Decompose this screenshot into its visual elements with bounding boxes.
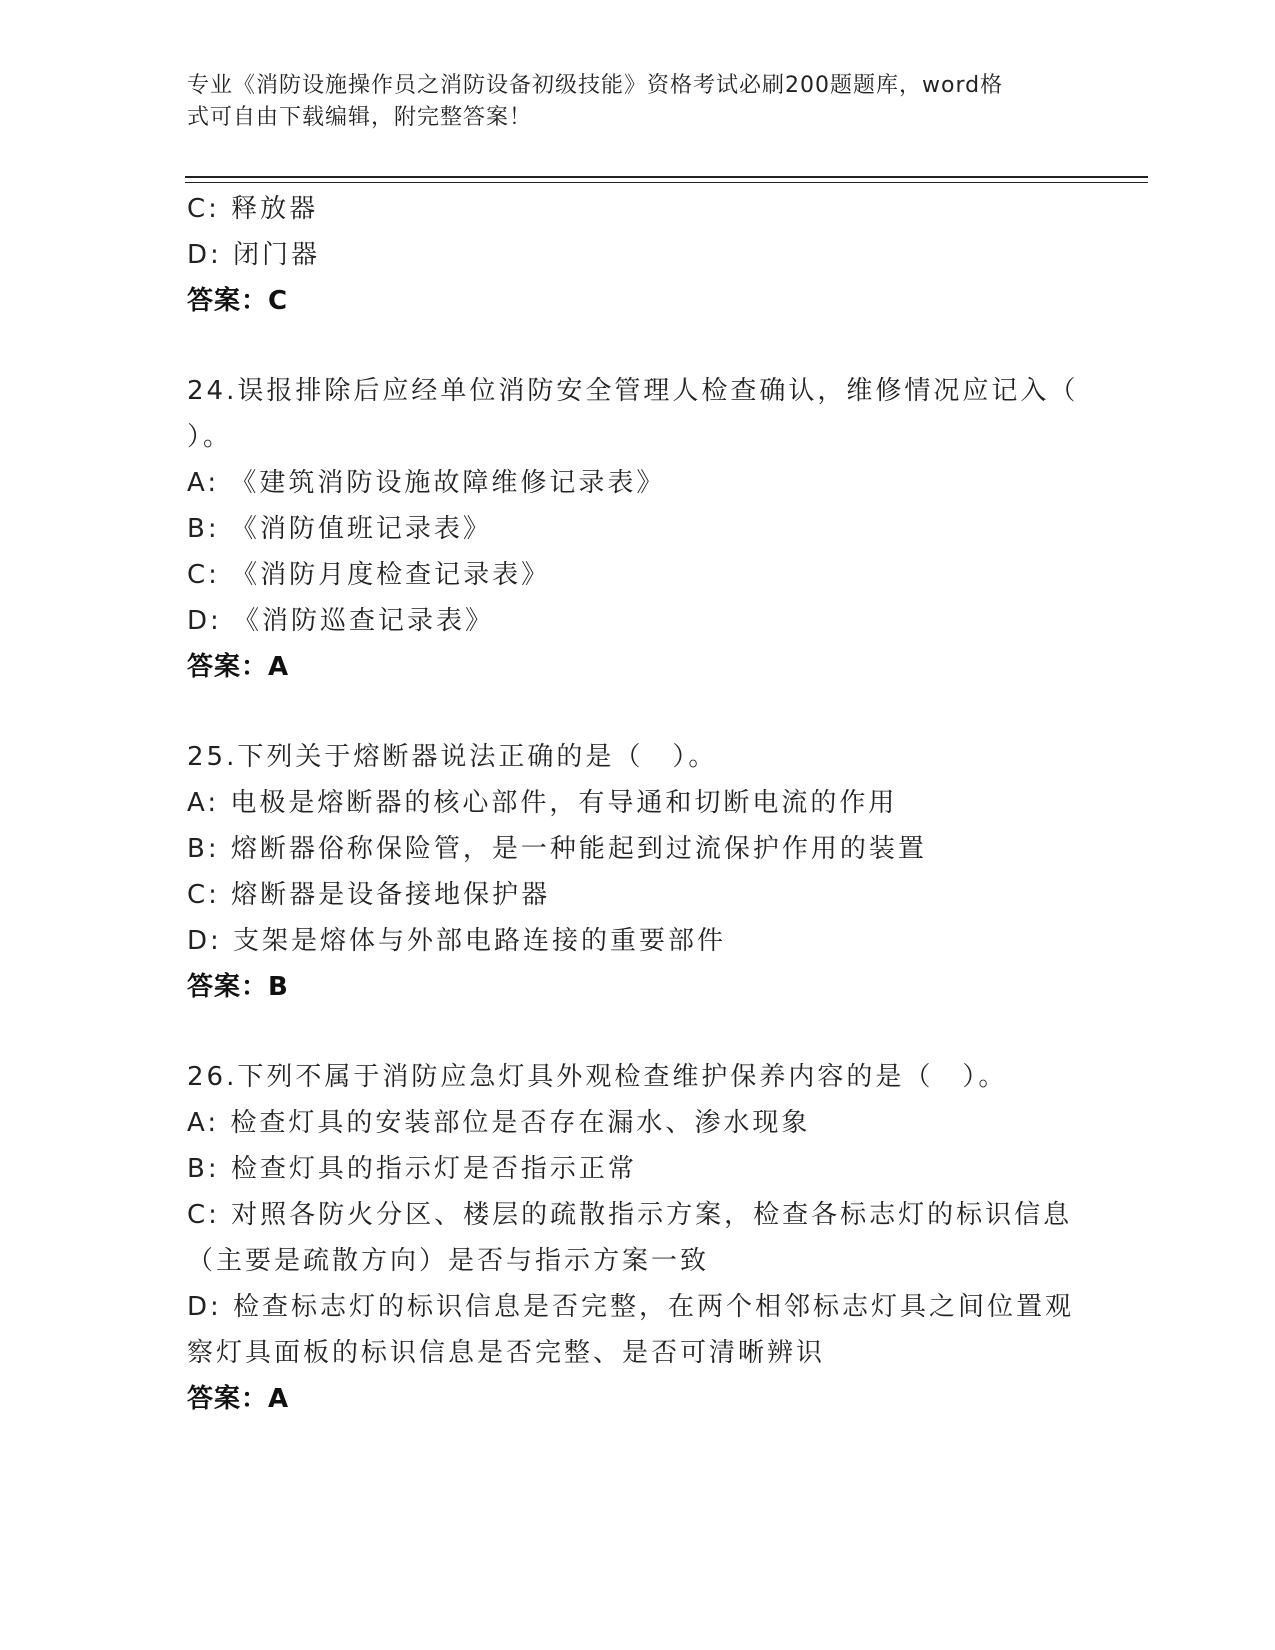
header-line-1: 专业《消防设施操作员之消防设备初级技能》资格考试必刷200题题库，word格 <box>187 73 1004 98</box>
question-24-answer: 答案：A <box>187 652 290 682</box>
question-25-option-c: C: 熔断器是设备接地保护器 <box>187 880 551 910</box>
question-23-option-d: D: 闭门器 <box>187 240 321 270</box>
question-26-option-c-line-1: C: 对照各防火分区、楼层的疏散指示方案，检查各标志灯的标识信息 <box>187 1200 1073 1230</box>
page-header <box>187 70 1057 134</box>
question-24-option-a: A: 《建筑消防设施故障维修记录表》 <box>187 468 666 498</box>
question-24-stem-line-1: 24.误报排除后应经单位消防安全管理人检查确认，维修情况应记入（ <box>187 376 1079 406</box>
question-spacer <box>187 690 1087 734</box>
question-24-option-c: C: 《消防月度检查记录表》 <box>187 560 551 590</box>
question-23-answer: 答案：C <box>187 286 289 316</box>
question-26-option-d-line-1: D: 检查标志灯的标识信息是否完整，在两个相邻标志灯具之间位置观 <box>187 1292 1075 1322</box>
question-content <box>187 186 1087 1422</box>
question-25 <box>187 734 1087 1010</box>
question-23-continued <box>187 186 1087 324</box>
header-line-2: 式可自由下载编辑，附完整答案！ <box>187 105 533 130</box>
question-25-answer: 答案：B <box>187 972 289 1002</box>
question-25-option-a: A: 电极是熔断器的核心部件，有导通和切断电流的作用 <box>187 788 898 818</box>
question-spacer <box>187 324 1087 368</box>
question-24-option-d: D: 《消防巡查记录表》 <box>187 606 495 636</box>
question-26 <box>187 1054 1087 1422</box>
question-23-option-c: C: 释放器 <box>187 194 319 224</box>
header-divider-thick <box>185 176 1148 178</box>
question-25-option-b: B: 熔断器俗称保险管，是一种能起到过流保护作用的装置 <box>187 834 927 864</box>
question-26-option-a: A: 检查灯具的安装部位是否存在漏水、渗水现象 <box>187 1108 811 1138</box>
question-26-option-b: B: 检查灯具的指示灯是否指示正常 <box>187 1154 637 1184</box>
question-26-answer: 答案：A <box>187 1384 290 1414</box>
question-26-option-c-line-2: （主要是疏散方向）是否与指示方案一致 <box>187 1246 710 1276</box>
question-25-stem: 25.下列关于熔断器说法正确的是（ ）。 <box>187 742 718 772</box>
question-24-option-b: B: 《消防值班记录表》 <box>187 514 492 544</box>
question-spacer <box>187 1010 1087 1054</box>
question-24 <box>187 368 1087 690</box>
question-24-stem-line-2: ）。 <box>187 422 233 452</box>
header-divider-thin <box>185 182 1148 183</box>
question-26-stem: 26.下列不属于消防应急灯具外观检查维护保养内容的是（ ）。 <box>187 1062 1008 1092</box>
question-26-option-d-line-2: 察灯具面板的标识信息是否完整、是否可清晰辨识 <box>187 1338 826 1368</box>
question-25-option-d: D: 支架是熔体与外部电路连接的重要部件 <box>187 926 727 956</box>
